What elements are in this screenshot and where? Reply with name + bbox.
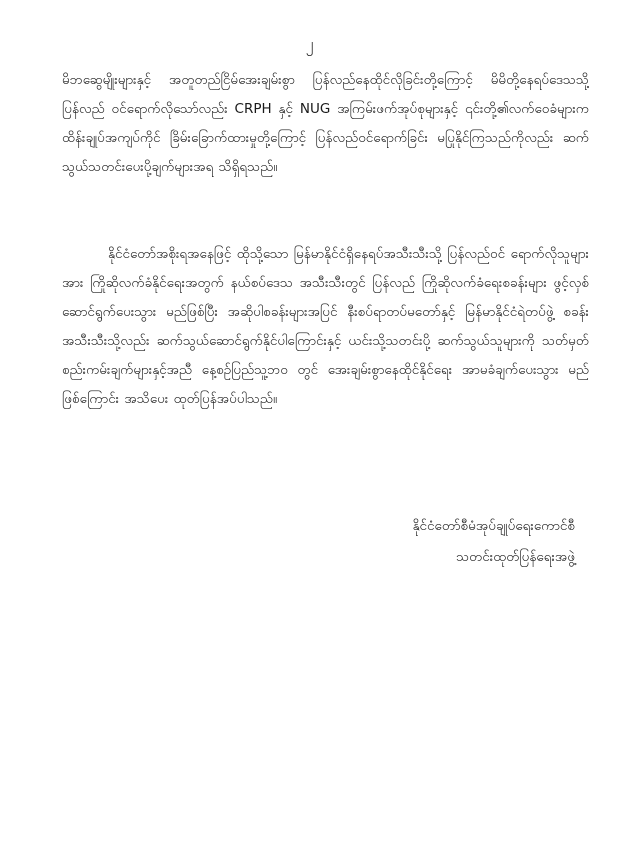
page-number: ၂: [305, 34, 314, 53]
paragraph-1: မိဘဆွေမျိုးများနှင့် အတူတည်ငြိမ်အေးချမ်းစွာ ပြန်လည်နေထိုင်လိုခြင်းတို့ကြောင့် မိမိတို့နေရပ်ဒေသသို့ ပြန်လည် ဝင်ရောက်လိုသော်လည်း CRPH နှင့် NUG အကြမ်းဖက်အုပ်စုများနှင့် ၎င်းတို့၏လက်ဝေခံများက ထိန်းချုပ်အကျပ်ကိုင် ခြိမ်းခြောက်ထားမှုတို့ကြောင့် ပြန်လည်ဝင်ရောက်ခြင်း မပြုနိုင်ကြသည်ကိုလည်း ဆက်သွယ်သတင်းပေးပို့ချက်များအရ သိရှိရသည်။: [62, 72, 589, 175]
paragraph-2: နိုင်ငံတော်အစိုးရအနေဖြင့် ထိုသို့သော မြန်မာနိုင်ငံရှိနေရပ်အသီးသီးသို့ ပြန်လည်ဝင် ရောက်လိုသူများအား ကြိုဆိုလက်ခံနိုင်ရေးအတွက် နယ်စပ်ဒေသ အသီးသီးတွင် ပြန်လည် ကြိုဆိုလက်ခံရေးစခန်းများ ဖွင့်လှစ်ဆောင်ရွက်ပေးသွား မည်ဖြစ်ပြီး အဆိုပါစခန်းများအပြင် နီးစပ်ရာတပ်မတော်နှင့် မြန်မာနိုင်ငံရဲတပ်ဖွဲ့ စခန်းအသီးသီးသို့လည်း ဆက်သွယ်ဆောင်ရွက်နိုင်ပါကြောင်းနှင့် ယင်းသို့သတင်းပို့ ဆက်သွယ်သူများကို သတ်မှတ်စည်းကမ်းချက်များနှင့်အညီ နေ့စဉ်ပြည်သူ့ဘဝ တွင် အေးချမ်းစွာနေထိုင်နိုင်ရေး အာမခံချက်ပေးသွား မည်ဖြစ်ကြောင်း အသိပေး ထုတ်ပြန်အပ်ပါသည်။: [62, 246, 589, 407]
signature-department: သတင်းထုတ်ပြန်ရေးအဖွဲ့: [456, 549, 575, 565]
signature-organization: နိုင်ငံတော်စီမံအုပ်ချုပ်ရေးကောင်စီ: [412, 518, 575, 534]
